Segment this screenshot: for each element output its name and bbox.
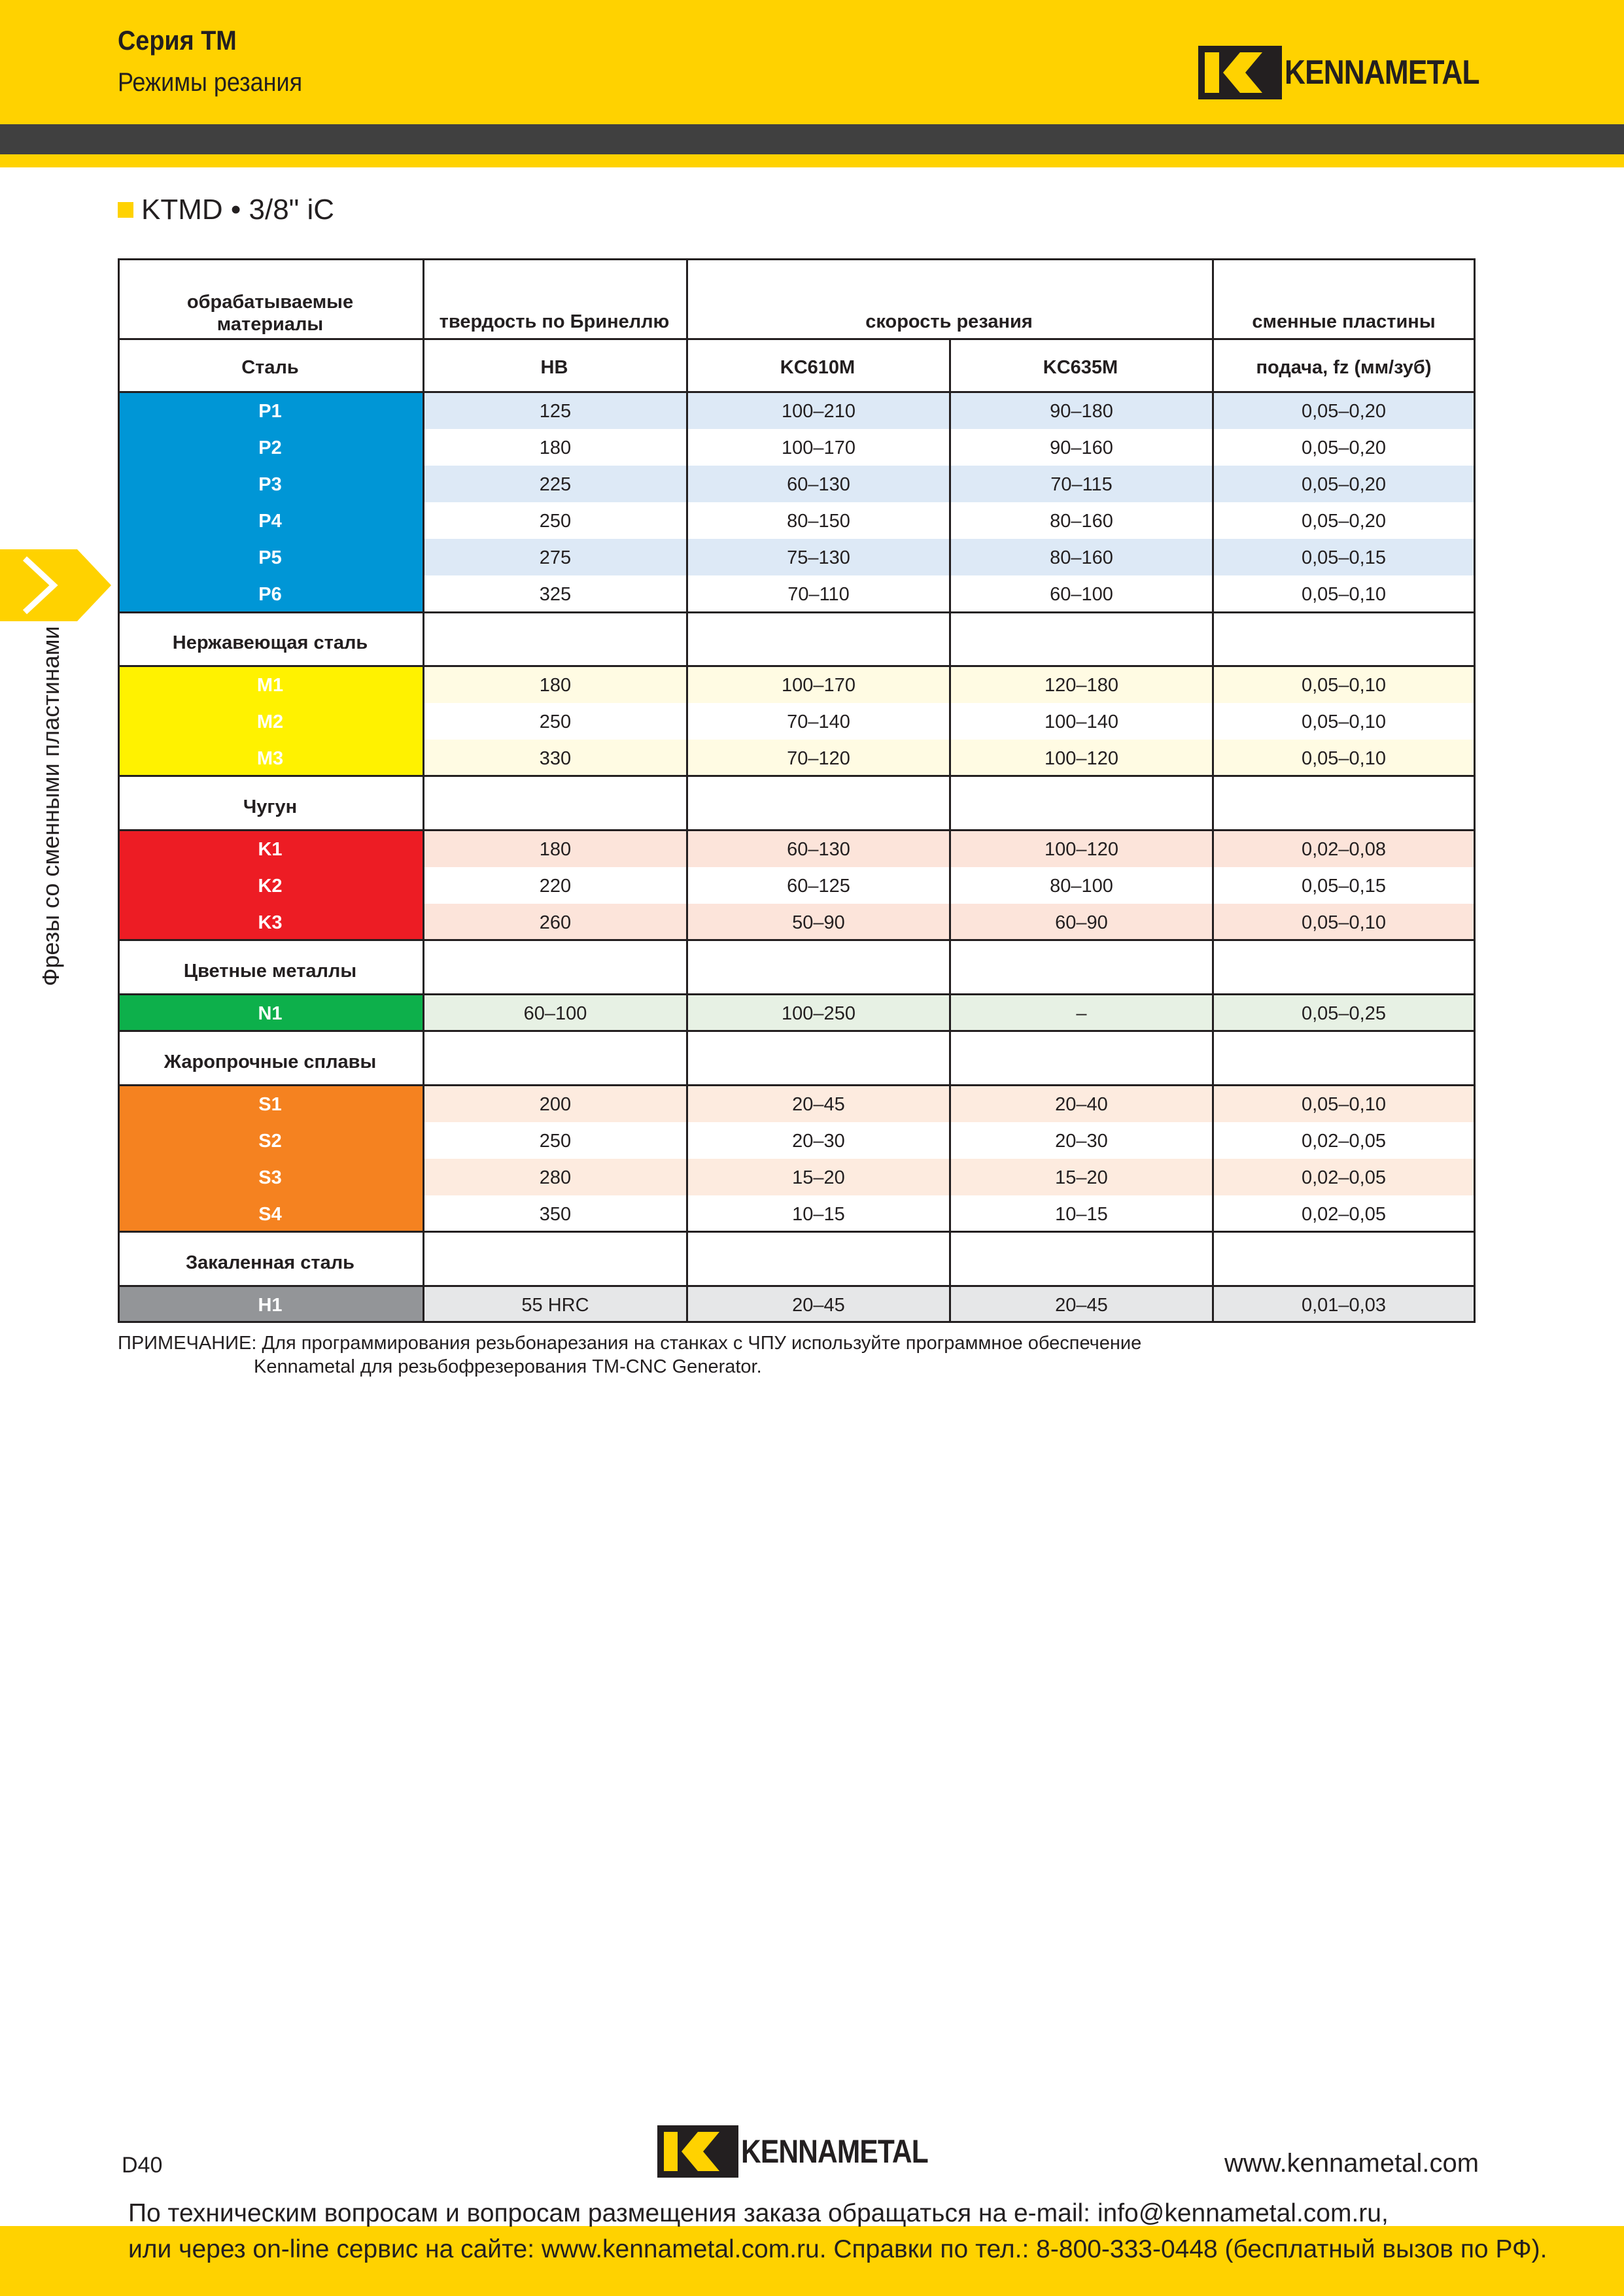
- cell-feed: 0,05–0,10: [1301, 1094, 1386, 1115]
- header-speed: скорость резания: [865, 311, 1033, 332]
- cell-kc635m: 100–120: [1045, 748, 1118, 769]
- material-code: S4: [118, 1195, 423, 1232]
- cell-hb: 180: [539, 839, 572, 860]
- kennametal-logo: [1198, 46, 1513, 99]
- cell-hb: 200: [539, 1094, 572, 1115]
- cell-hb: 250: [539, 711, 572, 732]
- cell-kc610m: 20–45: [792, 1295, 845, 1316]
- cell-hb: 250: [539, 1131, 572, 1152]
- grid-hline: [118, 775, 1476, 777]
- footer-brand-wordmark: KENNAMETAL: [741, 2133, 928, 2170]
- category-heat-resistant: Жаропрочные сплавы: [164, 1052, 377, 1072]
- header-material: обрабатываемые материалы: [186, 292, 354, 335]
- category-hardened-steel: Закаленная сталь: [186, 1252, 354, 1273]
- note-line-1: ПРИМЕЧАНИЕ: Для программирования резьбонарезания на станках с ЧПУ используйте программное обеспечение: [118, 1333, 1142, 1354]
- table-row: [118, 575, 1476, 612]
- contact-line-2: или через on-line сервис на сайте: www.kennametal.com.ru. Справки по тел.: 8-800-333-0448 (бесплатный вызов по РФ).: [128, 2235, 1547, 2263]
- side-section-label: Фрезы со сменными пластинами: [37, 626, 64, 986]
- table-row: [118, 867, 1476, 904]
- grid-hline: [118, 391, 1476, 393]
- cell-kc610m: 100–170: [782, 675, 855, 696]
- material-code: P4: [118, 502, 423, 539]
- cell-feed: 0,05–0,20: [1301, 437, 1386, 458]
- cell-kc610m: 80–150: [787, 511, 850, 532]
- grid-vline: [1212, 258, 1214, 1323]
- header-kc610m: KC610M: [780, 357, 855, 378]
- page-number: D40: [122, 2153, 163, 2178]
- cell-kc610m: 60–130: [787, 474, 850, 495]
- cell-hb: 275: [539, 547, 572, 568]
- cell-kc610m: 10–15: [792, 1204, 845, 1225]
- cell-kc635m: 70–115: [1050, 474, 1113, 495]
- cutting-data-table: [118, 258, 1476, 1323]
- section-bullet-icon: [118, 202, 133, 218]
- cell-kc635m: –: [1076, 1003, 1087, 1024]
- material-code: P2: [118, 429, 423, 466]
- section-title: [118, 194, 334, 226]
- cell-kc635m: 80–160: [1050, 511, 1113, 532]
- grid-hline: [118, 1231, 1476, 1233]
- material-code: S2: [118, 1122, 423, 1159]
- cell-kc610m: 100–250: [782, 1003, 855, 1024]
- header-hardness: твердость по Бринеллю: [439, 311, 670, 332]
- grid-hline: [118, 939, 1476, 941]
- cell-kc610m: 75–130: [787, 547, 850, 568]
- category-stainless-steel: Нержавеющая сталь: [172, 632, 368, 653]
- cell-hb: 350: [539, 1204, 572, 1225]
- cell-kc610m: 100–170: [782, 437, 855, 458]
- section-title-text: KTMD • 3/8" iC: [141, 194, 335, 226]
- table-row: [118, 466, 1476, 502]
- cell-hb: 325: [539, 584, 572, 605]
- table-row: [118, 831, 1476, 867]
- material-code: K1: [118, 831, 423, 867]
- header-band: [0, 124, 1624, 154]
- cell-hb: 180: [539, 675, 572, 696]
- cell-feed: 0,01–0,03: [1301, 1295, 1386, 1316]
- material-code: P5: [118, 539, 423, 575]
- cell-kc610m: 70–110: [787, 584, 850, 605]
- cell-kc610m: 15–20: [792, 1167, 845, 1188]
- brand-wordmark: KENNAMETAL: [1285, 54, 1479, 92]
- header-inserts: сменные пластины: [1252, 311, 1436, 332]
- table-row: [118, 740, 1476, 776]
- material-code: P1: [118, 392, 423, 429]
- cell-kc610m: 20–30: [792, 1131, 845, 1152]
- table-row: [118, 1159, 1476, 1195]
- cell-kc610m: 70–140: [787, 711, 850, 732]
- grid-hline: [118, 1030, 1476, 1032]
- material-code: M2: [118, 703, 423, 740]
- footer-kennametal-logo: [657, 2125, 961, 2178]
- cell-kc635m: 60–90: [1055, 912, 1108, 933]
- grid-hline: [118, 258, 1476, 260]
- cell-feed: 0,02–0,05: [1301, 1167, 1386, 1188]
- grid-hline: [118, 338, 1476, 340]
- grid-hline: [118, 611, 1476, 613]
- cell-kc635m: 10–15: [1055, 1204, 1108, 1225]
- grid-hline: [118, 829, 1476, 831]
- material-code: K3: [118, 904, 423, 940]
- grid-hline: [118, 665, 1476, 667]
- cell-kc635m: 20–40: [1055, 1094, 1108, 1115]
- grid-hline: [118, 1285, 1476, 1287]
- grid-hline: [118, 1084, 1476, 1086]
- note-line-2: Kennametal для резьбофрезерования TM-CNC Generator.: [254, 1356, 762, 1377]
- cell-feed: 0,05–0,10: [1301, 748, 1386, 769]
- kennametal-k-mark-icon: [1198, 46, 1282, 99]
- grid-vline: [423, 258, 424, 1323]
- cell-kc610m: 60–125: [787, 876, 850, 897]
- cell-kc635m: 90–180: [1050, 401, 1113, 422]
- cell-kc635m: 15–20: [1055, 1167, 1108, 1188]
- header-stripe: [0, 154, 1624, 167]
- series-subtitle: Режимы резания: [118, 68, 303, 97]
- table-row: [118, 539, 1476, 575]
- table-row: [118, 429, 1476, 466]
- kennametal-k-mark-icon: [657, 2125, 738, 2178]
- cell-hb: 180: [539, 437, 572, 458]
- cell-feed: 0,02–0,08: [1301, 839, 1386, 860]
- cell-feed: 0,05–0,10: [1301, 584, 1386, 605]
- cell-feed: 0,05–0,20: [1301, 401, 1386, 422]
- cell-kc610m: 20–45: [792, 1094, 845, 1115]
- cell-hb: 260: [539, 912, 572, 933]
- category-steel: Сталь: [241, 357, 299, 378]
- category-non-ferrous: Цветные металлы: [183, 961, 357, 982]
- table-row: [118, 904, 1476, 940]
- cell-feed: 0,02–0,05: [1301, 1204, 1386, 1225]
- cell-feed: 0,05–0,10: [1301, 675, 1386, 696]
- category-cast-iron: Чугун: [243, 797, 298, 817]
- cell-kc635m: 90–160: [1050, 437, 1113, 458]
- material-code: H1: [118, 1286, 423, 1323]
- grid-vline: [1474, 258, 1476, 1323]
- grid-hline: [118, 993, 1476, 995]
- cell-kc635m: 20–45: [1055, 1295, 1108, 1316]
- table-row: [118, 1195, 1476, 1232]
- grid-hline: [118, 1321, 1476, 1323]
- material-code: S3: [118, 1159, 423, 1195]
- cell-feed: 0,05–0,20: [1301, 511, 1386, 532]
- material-code: S1: [118, 1086, 423, 1122]
- cell-kc610m: 50–90: [792, 912, 845, 933]
- table-note: [118, 1331, 1141, 1379]
- material-code: M1: [118, 666, 423, 703]
- cell-feed: 0,05–0,15: [1301, 876, 1386, 897]
- cell-hb: 125: [539, 401, 572, 422]
- cell-kc635m: 20–30: [1055, 1131, 1108, 1152]
- grid-vline: [686, 258, 688, 1323]
- table-row: [118, 392, 1476, 429]
- material-code: M3: [118, 740, 423, 776]
- header-feed: подача, fz (мм/зуб): [1256, 357, 1432, 378]
- material-code: P6: [118, 575, 423, 612]
- material-code: N1: [118, 995, 423, 1031]
- table-row: [118, 1286, 1476, 1323]
- cell-hb: 220: [539, 876, 572, 897]
- cell-feed: 0,05–0,25: [1301, 1003, 1386, 1024]
- cell-kc635m: 120–180: [1045, 675, 1118, 696]
- grid-vline: [118, 258, 120, 1323]
- cell-hb: 280: [539, 1167, 572, 1188]
- cell-kc635m: 100–120: [1045, 839, 1118, 860]
- table-row: [118, 1122, 1476, 1159]
- header-hb: HB: [540, 357, 568, 378]
- cell-kc635m: 80–160: [1050, 547, 1113, 568]
- material-code: P3: [118, 466, 423, 502]
- table-row: [118, 502, 1476, 539]
- cell-feed: 0,05–0,20: [1301, 474, 1386, 495]
- cell-hb: 250: [539, 511, 572, 532]
- cell-hb: 330: [539, 748, 572, 769]
- table-row: [118, 666, 1476, 703]
- cell-feed: 0,05–0,15: [1301, 547, 1386, 568]
- cell-kc610m: 100–210: [782, 401, 855, 422]
- cell-kc635m: 100–140: [1045, 711, 1118, 732]
- series-title: Серия TM: [118, 25, 237, 56]
- cell-kc635m: 80–100: [1050, 876, 1113, 897]
- cell-kc635m: 60–100: [1050, 584, 1113, 605]
- material-code: K2: [118, 867, 423, 904]
- cell-feed: 0,05–0,10: [1301, 711, 1386, 732]
- section-tab-arrow-icon: [0, 549, 111, 621]
- cell-hb: 55 HRC: [521, 1295, 589, 1316]
- cell-kc610m: 70–120: [787, 748, 850, 769]
- cell-hb: 60–100: [523, 1003, 587, 1024]
- cell-kc610m: 60–130: [787, 839, 850, 860]
- table-row: [118, 995, 1476, 1031]
- website-link[interactable]: www.kennametal.com: [1224, 2149, 1479, 2178]
- cell-feed: 0,02–0,05: [1301, 1131, 1386, 1152]
- cell-hb: 225: [539, 474, 572, 495]
- table-row: [118, 1086, 1476, 1122]
- contact-line-1: По техническим вопросам и вопросам размещения заказа обращаться на e-mail: info@kennametal.com.ru,: [128, 2199, 1389, 2227]
- table-row: [118, 703, 1476, 740]
- cell-feed: 0,05–0,10: [1301, 912, 1386, 933]
- header-kc635m: KC635M: [1043, 357, 1118, 378]
